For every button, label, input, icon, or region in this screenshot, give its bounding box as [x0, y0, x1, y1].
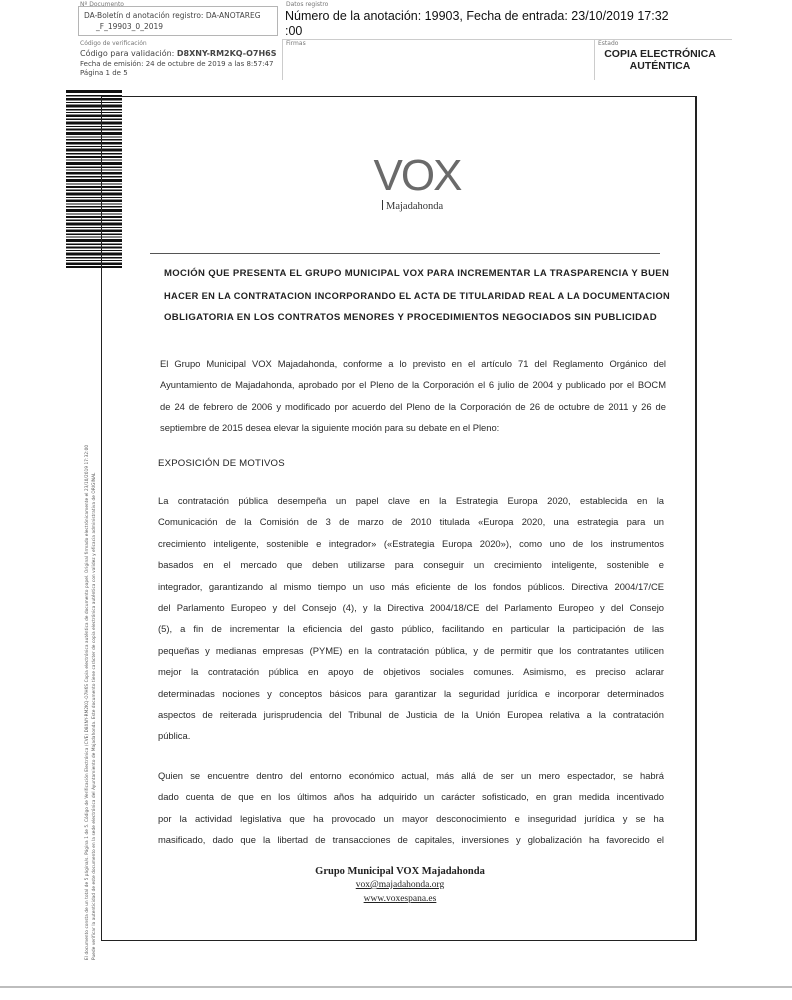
- registry-center-label: Datos registro: [286, 1, 329, 8]
- paragraph-line: Comunicación de la Comisión de 3 de marzo de 2010 titulada «Europa 2020, una estrategia para un: [158, 516, 664, 528]
- paragraph-line: crecimiento inteligente, sostenible e integrador» («Estrategia Europa 2020»), como uno de los instrumentos: [158, 537, 664, 549]
- paragraph-line: Quien se encuentre dentro del entorno económico actual, más allá de ser un mero espectador, se habrá: [158, 770, 664, 781]
- title-line: HACER EN LA CONTRATACION INCORPORANDO EL ACTA DE TITULARIDAD REAL A LA DOCUMENTACION: [164, 291, 671, 301]
- paragraph-line: integrador, garantizando al mismo tiempo un uso más eficiente de los fondos públicos. Directiva 2004/17/CE: [158, 580, 664, 592]
- intro-paragraph: [160, 353, 666, 439]
- registry-verification-label: Código de verificación: [80, 40, 147, 47]
- paragraph-line: pequeñas y medianas empresas (PYME) en la contratación pública, y de permitir que los contratantes utilicen: [158, 644, 664, 656]
- registry-status-label: Estado: [598, 40, 619, 47]
- paragraph-line: del Parlamento Europeo y del Consejo (4), y la Directiva 2004/18/CE del Parlamento Europeo y del Consejo: [158, 602, 664, 614]
- logo-subtitle-text: Majadahonda: [386, 201, 444, 212]
- footer-web-link[interactable]: www.voxespana.es: [363, 894, 437, 904]
- vox-logo: [370, 150, 464, 198]
- page-info: Página 1 de 5: [80, 69, 128, 77]
- title-line: OBLIGATORIA EN LOS CONTRATOS MENORES Y PROCEDIMIENTOS NEGOCIADOS SIN PUBLICIDAD: [164, 312, 657, 323]
- scan-bottom-edge: [0, 986, 792, 988]
- registry-top-rule: [282, 39, 732, 40]
- annotation-line-1: Número de la anotación: 19903, Fecha de entrada: 23/10/2019 17:32: [285, 9, 669, 23]
- copy-status-2: AUTÉNTICA: [629, 60, 691, 72]
- paragraph-line: de 24 de febrero de 2006 y modificado por acuerdo del Pleno de la Corporación de 26 de octubre de 2011 y 26 de: [160, 400, 666, 412]
- validation-code: D8XNY-RM2KQ-O7H6S: [176, 49, 277, 58]
- side-legal-text-1: El documento consta de un total de 5 página/s. Página 1 de 5. Código de Verificación Electrónica (CVE) D8XNY-RM2KQ-O7H6S Copia electrónica auténtica de documento papel. Original firmado electrónicamente el 23/10/2019 17:32:00: [84, 444, 89, 960]
- logo-subtitle: [382, 200, 443, 212]
- paragraph-line: Ayuntamiento de Majadahonda, aprobado por el Pleno de la Corporación el 6 julio de 2004 y publicado por el BOCM: [160, 379, 666, 391]
- registry-right-divider: [594, 40, 595, 80]
- paragraph-line: septiembre de 2015 desea elevar la siguiente moción para su debate en el Pleno:: [160, 422, 500, 434]
- copy-status-1: COPIA ELECTRÓNICA: [604, 48, 716, 60]
- paragraph-line: El Grupo Municipal VOX Majadahonda, conforme a lo previsto en el artículo 71 del Reglamento Orgánico del: [160, 358, 666, 369]
- paragraph-line: mejor la contratación pública en apoyo de objetivos sociales comunes. Asimismo, es preciso aclarar: [158, 666, 664, 678]
- emission-date: Fecha de emisión: 24 de octubre de 2019 a las 8:57:47: [80, 60, 274, 68]
- paragraph-line: basados en el mercado que deben utilizarse para conseguir un crecimiento inteligente, sostenible e: [158, 559, 664, 571]
- annotation-line-2: :00: [285, 24, 303, 38]
- validation-code-label: Código para validación:: [80, 49, 175, 58]
- logo-subtitle-bar: [382, 200, 383, 210]
- footer-email-link[interactable]: vox@majadahonda.org: [355, 880, 445, 890]
- paragraph-line: La contratación pública desempeña un papel clave en la Estrategia Europa 2020, establecida en la: [158, 495, 664, 506]
- registry-left-label: Nº Documento: [80, 1, 124, 8]
- paragraph-line: pública.: [158, 730, 191, 742]
- paragraph-line: por la actividad legislativa que ha provocado un mayor desconocimiento e inseguridad jurídica y se ha: [158, 812, 664, 824]
- section-heading: EXPOSICIÓN DE MOTIVOS: [158, 458, 285, 469]
- paragraph-line: determinadas nociones y conceptos básicos para garantizar la seguridad jurídica e incorporar determinados: [158, 687, 664, 699]
- title-line: MOCIÓN QUE PRESENTA EL GRUPO MUNICIPAL VOX PARA INCREMENTAR LA TRASPARENCIA Y BUEN: [164, 268, 670, 279]
- context-paragraph: [158, 765, 664, 851]
- registry-reg-code: _F_19903_0_2019: [96, 22, 164, 31]
- paragraph-line: dado cuenta de que en los últimos años ha adquirido un carácter sofisticado, en gran medida incentivado: [158, 791, 664, 803]
- registry-center-divider: [282, 40, 283, 80]
- footer-group-name: Grupo Municipal VOX Majadahonda: [315, 866, 485, 877]
- paragraph-line: (5), a fin de incrementar la eficiencia del gasto público, facilitando en particular la participación de las: [158, 623, 664, 635]
- validation-code-line: [80, 49, 276, 58]
- registry-signatures-label: Firmas: [286, 40, 306, 47]
- title-rule: [150, 253, 660, 254]
- motives-paragraph: [158, 490, 664, 747]
- paragraph-line: masificado, dado que la libertad de transacciones de capitales, inversiones y globalización ha favorecido el: [158, 834, 664, 846]
- registry-reg-line: DA-Boletín d anotación registro: DA-ANOTAREG: [84, 11, 261, 20]
- paragraph-line: aspectos de reiterada jurisprudencia del Tribunal de Justicia de la Unión Europea relativa a la contratación: [158, 709, 664, 721]
- side-legal-text-2: Puede verificar la autenticidad de este documento en la sede electrónica del Ayuntamiento de Majadahonda. Este documento tiene carácter de copia electrónica auténtica con validez y eficacia administrativa de ORIGINAL: [91, 472, 96, 960]
- vox-logo-text: VOX: [373, 151, 461, 198]
- motion-title: [164, 263, 672, 329]
